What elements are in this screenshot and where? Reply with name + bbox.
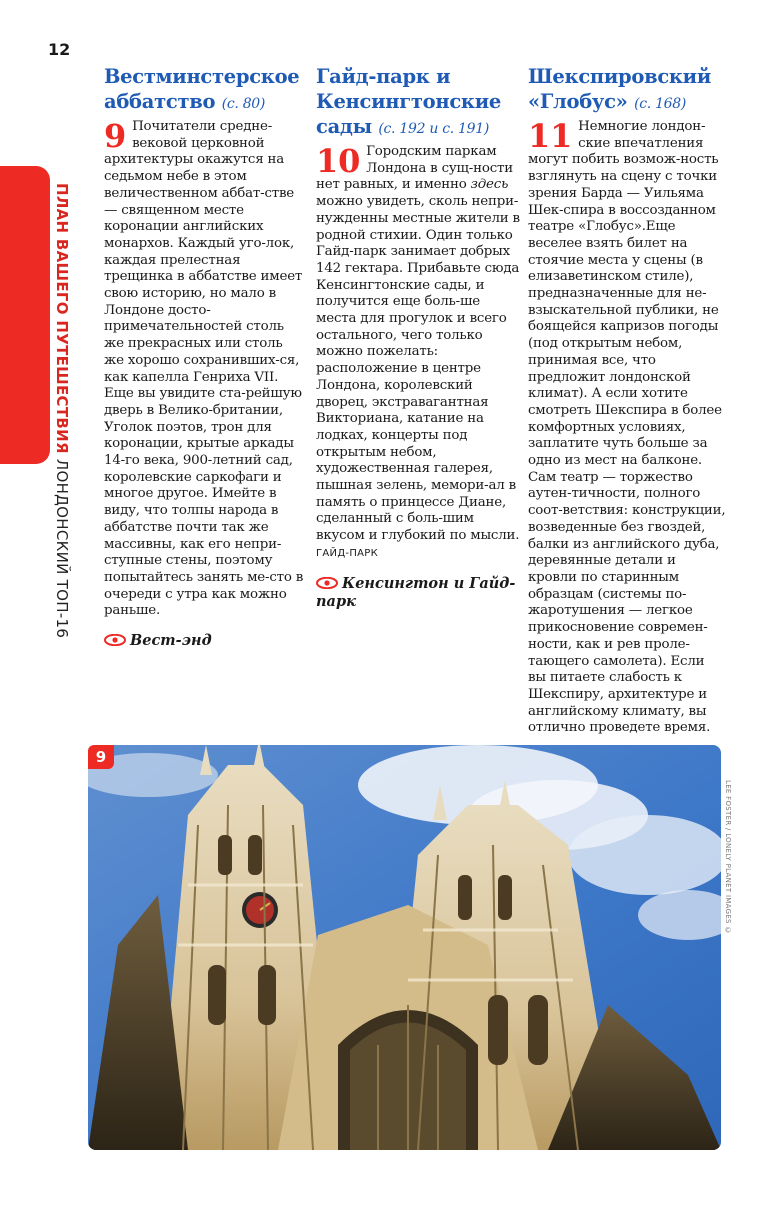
- side-tab-label: [53, 183, 71, 638]
- eye-icon: [316, 577, 338, 589]
- entry-title: Вестминстерское аббатство (с. 80): [104, 65, 300, 113]
- side-tab-bold: ПЛАН ВАШЕГО ПУТЕШЕСТВИЯ: [53, 183, 71, 454]
- entry-globe: [528, 64, 726, 767]
- entry-body: [316, 144, 521, 563]
- side-tab-plain: ЛОНДОНСКИЙ ТОП-16: [53, 453, 71, 639]
- eye-icon: [104, 634, 126, 646]
- inline-credit: ГАЙД-ПАРК: [316, 547, 379, 559]
- page-number: 12: [48, 40, 71, 59]
- entry-body: [104, 119, 304, 620]
- entry-hyde-park: [316, 64, 521, 611]
- photo-credit: LEE FOSTER / LONELY PLANET IMAGES ©: [724, 780, 732, 935]
- entry-text-emphasis: здесь: [470, 177, 509, 193]
- abbey-photo: [88, 745, 721, 1150]
- location-label: Кенсингтон и Гайд-парк: [316, 574, 516, 610]
- page-ref: (с. 192 и с. 191): [378, 121, 490, 137]
- entry-number: 11: [528, 117, 573, 155]
- entry-text: Почитатели средне-​вековой церковной архитектуры окажутся на седьмом небе в этом величественном аббат-​стве — священном месте коронации английских монархов. Каждый уго-​лок, каждая прелестная трещинка в аббатстве имеет свою историю, но мало в Лондоне досто-​примечательностей столь же прекрасных или столь же хорошо сохранивших-​ся, как капелла Генриха VII. Еще вы увидите ста-​рейшую дверь в Велико-​британии, Уголок поэтов, трон для коронации, крытые аркады 14-го века, 900-летний сад, королевские саркофаги и многое другое. Имейте в виду, что толпы народа в аббатстве почти так же массивны, как его непри-​ступные стены, поэтому попытайтесь занять ме-​сто в очереди с утра как можно раньше.: [104, 119, 304, 619]
- side-tab-marker: [0, 166, 50, 464]
- entry-text: Немногие лондон-​ские впечатления могут побить возмож-​ность взглянуть на сцену с точки зрения Барда — Уильяма Шек-​спира в воссозданном театре «Глобус».Еще веселее взять билет на стоячие места у сцены (в елизаветинском стиле), предназначенные для не-​взыскательной публики, не боящейся капризов погоды (под открытым небом, принимая все, что предложит лондонской климат). А если хотите смотреть Шекспира в более комфортных условиях, заплатите чуть больше за одно из мест на балконе. Сам театр — торжество аутен-​тичности, полного соот-​ветствия: конструкции, возведенные без гвоздей, балки из английского дуба, деревянные детали и кровли по старинным образцам (системы по-​жаротушения — легкое прикосновение современ-​ности, как и рев проле-​тающего самолета). Если вы питаете слабость к Шекспиру, архитектуре и английскому климату, вы отлично проведете время.: [528, 119, 726, 736]
- entry-westminster: [104, 64, 304, 650]
- entry-number: 9: [104, 117, 127, 155]
- page-ref: (с. 168): [634, 96, 687, 112]
- photo-number-badge: 9: [88, 745, 114, 769]
- entry-text-cont: можно увидеть, сколь непри-​нужденны местные жители в родной стихии. Один только Гайд-парк занимает добрых 142 гектара. Прибавьте сюда Кенсингтонские сады, и получится еще боль-​ше места для прогулок и всего остального, чего только можно пожелать: расположение в центре Лондона, королевский дворец, экстравагантная Викториана, катание на лодках, концерты под открытым небом, художественная галерея, пышная зелень, мемори-​ал в память о принцессе Диане, сделанный с боль-​шим вкусом и глубокий по мысли.: [316, 194, 520, 544]
- page-ref: (с. 80): [221, 96, 266, 112]
- entry-text: Городским паркам Лондона в сущ-​ности нет равных, и именно: [316, 144, 513, 193]
- location-label: Вест-энд: [104, 632, 304, 650]
- entry-title: Гайд-парк и Кенсингтонские сады (с. 192 и с. 191): [316, 65, 501, 138]
- abbey-illustration: [88, 745, 721, 1150]
- entry-body: [528, 119, 726, 737]
- entry-number: 10: [316, 142, 361, 180]
- entry-title: Шекспировский «Глобус» (с. 168): [528, 65, 711, 113]
